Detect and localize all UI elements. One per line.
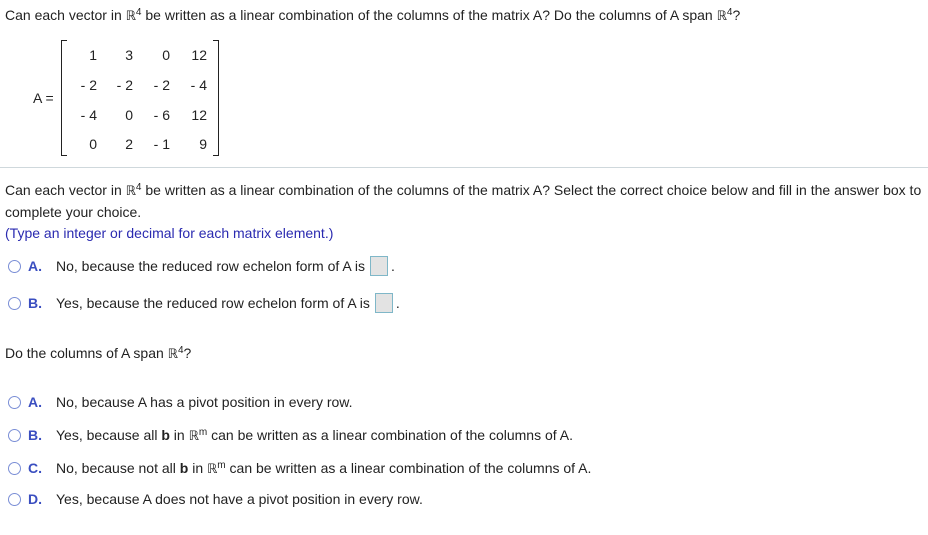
question-text: be written as a linear combination of the columns of the matrix A? Do the columns of A span [141, 7, 717, 23]
matrix-label: A = [33, 90, 54, 106]
matrix-cell: - 1 [153, 136, 170, 152]
real-space-symbol: ℝ [188, 428, 199, 444]
vector-b: b [179, 459, 189, 476]
part2-option-b[interactable] [8, 425, 573, 445]
real-space-symbol: ℝ [125, 184, 136, 199]
matrix-cell: 2 [125, 136, 133, 152]
option-text: Yes, because the reduced row echelon form of A is [56, 295, 370, 311]
input-hint: (Type an integer or decimal for each matrix element.) [5, 225, 334, 241]
option-text: can be written as a linear combination of the columns of A. [207, 426, 573, 443]
option-text: No, because A has a pivot position in every row. [56, 394, 353, 410]
matrix-cell: - 4 [190, 77, 207, 93]
exponent: 4 [135, 7, 142, 18]
option-text: can be written as a linear combination of the columns of A. [225, 459, 592, 476]
radio-button[interactable] [8, 396, 21, 409]
option-text: in [188, 459, 207, 476]
matrix-cell: 3 [125, 47, 133, 63]
option-letter: A. [28, 394, 42, 410]
part2-option-d[interactable] [8, 489, 423, 509]
option-suffix: . [390, 258, 395, 274]
radio-button[interactable] [8, 260, 21, 273]
vector-b: b [161, 426, 170, 443]
matrix-answer-box[interactable] [375, 293, 393, 313]
option-letter: B. [28, 295, 42, 311]
question-header [5, 7, 740, 24]
matrix-cell: - 2 [116, 77, 133, 93]
exponent: 4 [726, 7, 733, 18]
matrix-cell: - 2 [80, 77, 97, 93]
radio-button[interactable] [8, 493, 21, 506]
part1-option-b[interactable] [8, 293, 400, 313]
part2-prompt [5, 345, 191, 362]
part2-option-c[interactable] [8, 458, 591, 478]
part1-prompt [5, 180, 925, 244]
real-space-symbol: ℝ [167, 347, 178, 362]
real-space-symbol: ℝ [716, 9, 727, 24]
prompt-text: be written as a linear combination of the columns of the matrix A? Select the correct choice below and fill in the answer box to complete your choice. [5, 182, 922, 220]
prompt-text: ? [183, 345, 192, 361]
matrix-cell: 1 [89, 47, 97, 63]
prompt-text: Can each vector in [5, 182, 126, 198]
exponent: m [217, 459, 226, 471]
matrix-cell: - 2 [153, 77, 170, 93]
exponent: 4 [177, 345, 184, 356]
option-letter: C. [28, 460, 42, 476]
matrix-cell: 0 [89, 136, 97, 152]
right-bracket [213, 40, 219, 156]
question-text: Can each vector in [5, 7, 126, 23]
radio-button[interactable] [8, 462, 21, 475]
part2-option-a[interactable] [8, 392, 353, 412]
option-text: Yes, because all [56, 426, 162, 443]
part1-option-a[interactable] [8, 256, 395, 276]
real-space-symbol: ℝ [125, 9, 136, 24]
radio-button[interactable] [8, 429, 21, 442]
matrix-cell: 9 [199, 136, 207, 152]
option-text: Yes, because A does not have a pivot position in every row. [56, 491, 423, 507]
option-suffix: . [395, 295, 400, 311]
matrix-a [61, 40, 219, 156]
matrix-answer-box[interactable] [370, 256, 388, 276]
matrix-cell: 0 [162, 47, 170, 63]
real-space-symbol: ℝ [207, 461, 218, 477]
matrix-cell: 12 [191, 47, 207, 63]
prompt-text: Do the columns of A span [5, 345, 168, 361]
option-text: in [169, 426, 189, 443]
exponent: 4 [135, 182, 142, 193]
option-text: No, because not all [56, 459, 180, 476]
question-text: ? [732, 7, 741, 23]
matrix-cell: 0 [125, 107, 133, 123]
option-letter: A. [28, 258, 42, 274]
matrix-cell: - 4 [80, 107, 97, 123]
section-divider [0, 167, 928, 168]
option-text: No, because the reduced row echelon form of A is [56, 258, 365, 274]
radio-button[interactable] [8, 297, 21, 310]
exponent: m [198, 426, 208, 438]
option-letter: D. [28, 491, 42, 507]
matrix-cell: 12 [191, 107, 207, 123]
option-letter: B. [28, 427, 42, 443]
matrix-cell: - 6 [153, 107, 170, 123]
